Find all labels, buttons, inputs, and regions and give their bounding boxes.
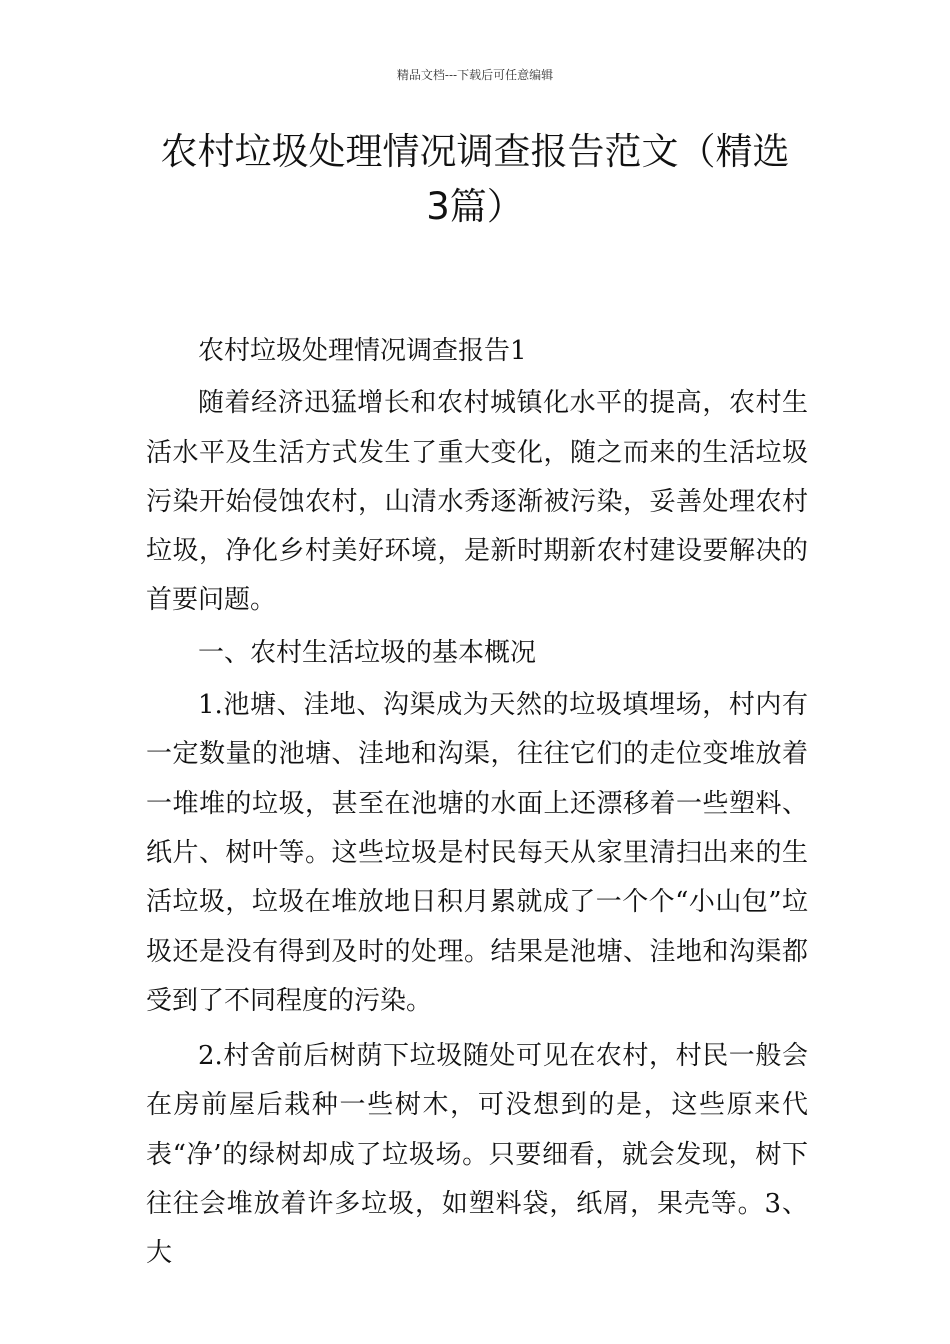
document-title xyxy=(120,124,830,234)
section-heading: 一、农村生活垃圾的基本概况 xyxy=(198,637,537,668)
paragraph: 2.村舍前后树荫下垃圾随处可见在农村，村民一般会在房前屋后栽种一些树木，可没想到的是，这些原来代表“净’的绿树却成了垃圾场。只要细看，就会发现，树下往往会堆放着许多垃圾，如塑料袋，纸屑，果壳等。3、大 xyxy=(146,1041,808,1269)
section-title: 农村垃圾处理情况调查报告1 xyxy=(198,336,527,366)
paragraph: 随着经济迅猛增长和农村城镇化水平的提高，农村生活水平及生活方式发生了重大变化，随之而来的生活垃圾污染开始侵蚀农村，山清水秀逐渐被污染，妥善处理农村垃圾，净化乡村美好环境，是新时期新农村建设要解决的首要问题。 xyxy=(146,388,808,616)
header-note: 精品文档---下载后可任意编辑 xyxy=(396,68,554,82)
document-body xyxy=(146,327,808,1279)
paragraph: 1.池塘、洼地、沟渠成为天然的垃圾填埋场，村内有一定数量的池塘、洼地和沟渠，往往它们的走位变堆放着一堆堆的垃圾，甚至在池塘的水面上还漂移着一些塑料、纸片、树叶等。这些垃圾是村民每天从家里清扫出来的生活垃圾，垃圾在堆放地日积月累就成了一个个“小山包”垃圾还是没有得到及时的处理。结果是池塘、洼地和沟渠都受到了不同程度的污染。 xyxy=(146,690,808,1016)
title-line-2: 3篇） xyxy=(426,185,524,228)
title-line-1: 农村垃圾处理情况调查报告范文（精选 xyxy=(160,130,790,173)
